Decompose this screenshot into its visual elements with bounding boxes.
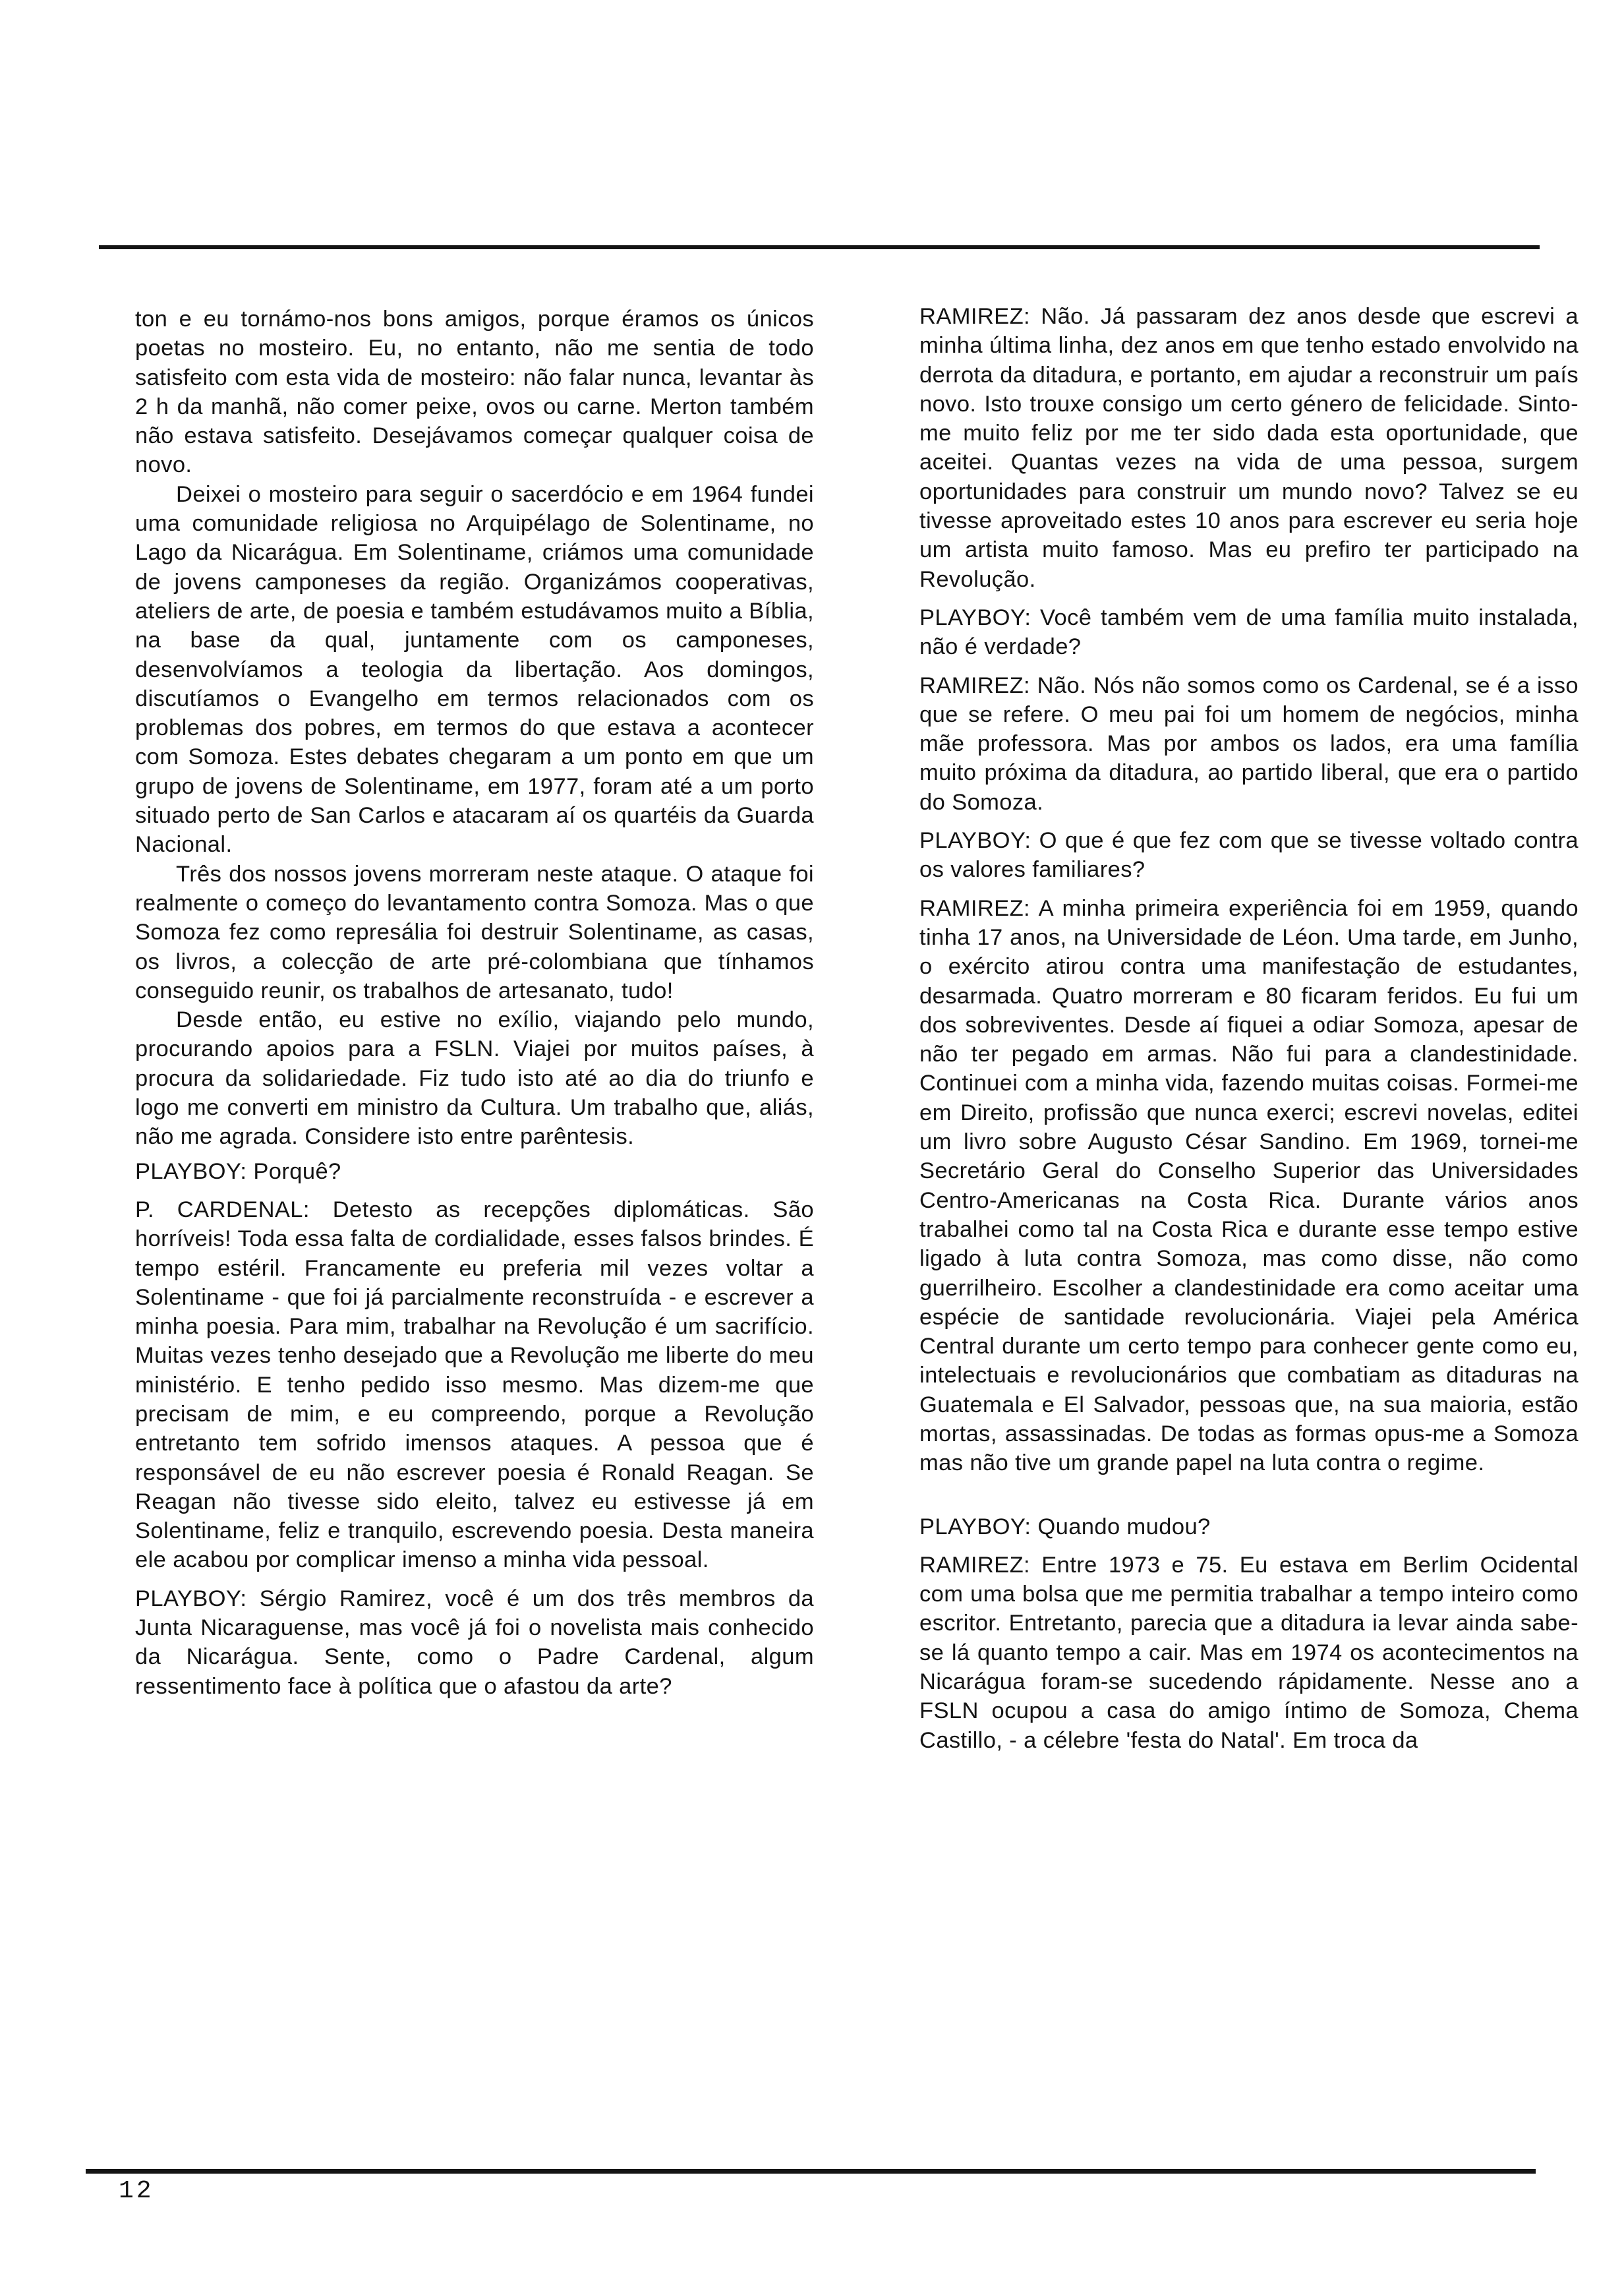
- interviewer-question: PLAYBOY: O que é que fez com que se tivesse voltado contra os valores familiares?: [919, 828, 1579, 883]
- interview-answer: RAMIREZ: A minha primeira experiência foi em 1959, quando tinha 17 anos, na Universidade de Léon. Uma tarde, em Junho, o exército atirou contra uma manifestação de estudantes, desarmada. Quatro morreram e 80 ficaram feridos. Eu fui um dos sobreviventes. Desde aí fiquei a odiar Somoza, apesar de não ter pegado em armas. Não fui para a clandestinidade. Continuei com a minha vida, fazendo muitas coisas. Formei-me em Direito, profissão que nunca exerci; escrevi novelas, editei um livro sobre Augusto César Sandino. Em 1969, tornei-me Secretário Geral do Conselho Superior das Universidades Centro-Americanas na Costa Rica. Durante vários anos trabalhei como tal na Costa Rica e durante esse tempo estive ligado à luta contra Somoza, mas como disse, não como guerrilheiro. Escolher a clandestinidade era como aceitar uma espécie de santidade revolucionária. Viajei pela América Central durante um certo tempo para conhecer gente como eu, intelectuais e revolucionários que combatiam as ditaduras na Guatemala e El Salvador, pessoas que, na sua maioria, estão mortas, assassinadas. De todas as formas opus-me a Somoza mas não tive um grande papel na luta contra o regime.: [919, 895, 1579, 1476]
- paragraph: ton e eu tornámo-nos bons amigos, porque éramos os únicos poetas no mosteiro. Eu, no entanto, não me sentia de todo satisfeito com esta vida de mosteiro: não falar nunca, levantar às 2 h da manhã, não comer peixe, ovos ou carne. Merton também não estava satisfeito. Desejávamos começar qualquer coisa de novo.: [135, 307, 814, 478]
- interview-answer: RAMIREZ: Não. Nós não somos como os Cardenal, se é a isso que se refere. O meu pai foi um homem de negócios, minha mãe professora. Mas por ambos os lados, era uma família muito próxima da ditadura, ao partido liberal, que era o partido do Somoza.: [919, 672, 1579, 815]
- top-rule: [99, 245, 1540, 249]
- left-column: [135, 305, 814, 1710]
- interview-answer: RAMIREZ: Não. Já passaram dez anos desde que escrevi a minha última linha, dez anos em que tenho estado envolvido na derrota da ditadura, e portanto, em ajudar a reconstruir um país novo. Isto trouxe consigo um certo género de felicidade. Sinto-me muito feliz por me ter sido dada esta oportunidade, que aceitei. Quantas vezes na vida de uma pessoa, surgem oportunidades para construir um mundo novo? Talvez se eu tivesse aproveitado estes 10 anos para escrever eu seria hoje um artista muito famoso. Mas eu prefiro ter participado na Revolução.: [919, 304, 1579, 592]
- paragraph: Deixei o mosteiro para seguir o sacerdócio e em 1964 fundei uma comunidade religiosa no Arquipélago de Solentiname, no Lago da Nicarágua. Em Solentiname, criámos uma comunidade de jovens camponeses da região. Organizámos cooperativas, ateliers de arte, de poesia e também estudávamos muito a Bíblia, na base da qual, juntamente com os camponeses, desenvolvíamos a teologia da libertação. Aos domingos, discutíamos o Evangelho em termos relacionados com os problemas dos pobres, em termos do que estava a acontecer com Somoza. Estes debates chegaram a um ponto em que um grupo de jovens de Solentiname, em 1977, foram até a um porto situado perto de San Carlos e atacaram aí os quartéis da Guarda Nacional.: [135, 481, 814, 858]
- page-number: 12: [119, 2177, 154, 2205]
- paragraph: Três dos nossos jovens morreram neste ataque. O ataque foi realmente o começo do levantamento contra Somoza. Mas o que Somoza fez como represália foi destruir Solentiname, as casas, os livros, a colecção de arte pré-colombiana que tínhamos conseguido reunir, os trabalhos de artesanato, tudo!: [135, 861, 814, 1003]
- interviewer-question: PLAYBOY: Sérgio Ramirez, você é um dos três membros da Junta Nicaraguense, mas você já foi o novelista mais conhecido da Nicarágua. Sente, como o Padre Cardenal, algum ressentimento face à política que o afastou da arte?: [135, 1586, 814, 1699]
- interview-answer: RAMIREZ: Entre 1973 e 75. Eu estava em Berlim Ocidental com uma bolsa que me permitia trabalhar a tempo inteiro como escritor. Entretanto, parecia que a ditadura ia levar ainda sabe-se lá quanto tempo a cair. Mas em 1974 os acontecimentos na Nicarágua foram-se sucedendo rápidamente. Nesse ano a FSLN ocupou a casa do amigo íntimo de Somoza, Chema Castillo, - a célebre 'festa do Natal'. Em troca da: [919, 1552, 1579, 1753]
- interviewer-question: PLAYBOY: Porquê?: [135, 1158, 341, 1184]
- bottom-rule: [86, 2169, 1536, 2174]
- interview-answer: P. CARDENAL: Detesto as recepções diplomáticas. São horríveis! Toda essa falta de cordialidade, esses falsos brindes. É tempo estéril. Francamente eu preferia mil vezes voltar a Solentiname - que foi já parcialmente reconstruída - e escrever a minha poesia. Para mim, trabalhar na Revolução é um sacrifício. Muitas vezes tenho desejado que a Revolução me liberte do meu ministério. E tenho pedido isso mesmo. Mas dizem-me que precisam de mim, e eu compreendo, porque a Revolução entretanto tem sofrido imensos ataques. A pessoa que é responsável de eu não escrever poesia é Ronald Reagan. Se Reagan não tivesse sido eleito, talvez eu estivesse já em Solentiname, feliz e tranquilo, escrevendo poesia. Desta maneira ele acabou por complicar imenso a minha vida pessoal.: [135, 1197, 814, 1573]
- paragraph: Desde então, eu estive no exílio, viajando pelo mundo, procurando apoios para a FSLN. Viajei por muitos países, à procura da solidariedade. Fiz tudo isto até ao dia do triunfo e logo me converti em ministro da Cultura. Um trabalho que, aliás, não me agrada. Considere isto entre parêntesis.: [135, 1007, 814, 1150]
- interviewer-question: PLAYBOY: Você também vem de uma família muito instalada, não é verdade?: [919, 605, 1579, 660]
- right-column: [919, 302, 1579, 1764]
- interviewer-question: PLAYBOY: Quando mudou?: [919, 1514, 1211, 1539]
